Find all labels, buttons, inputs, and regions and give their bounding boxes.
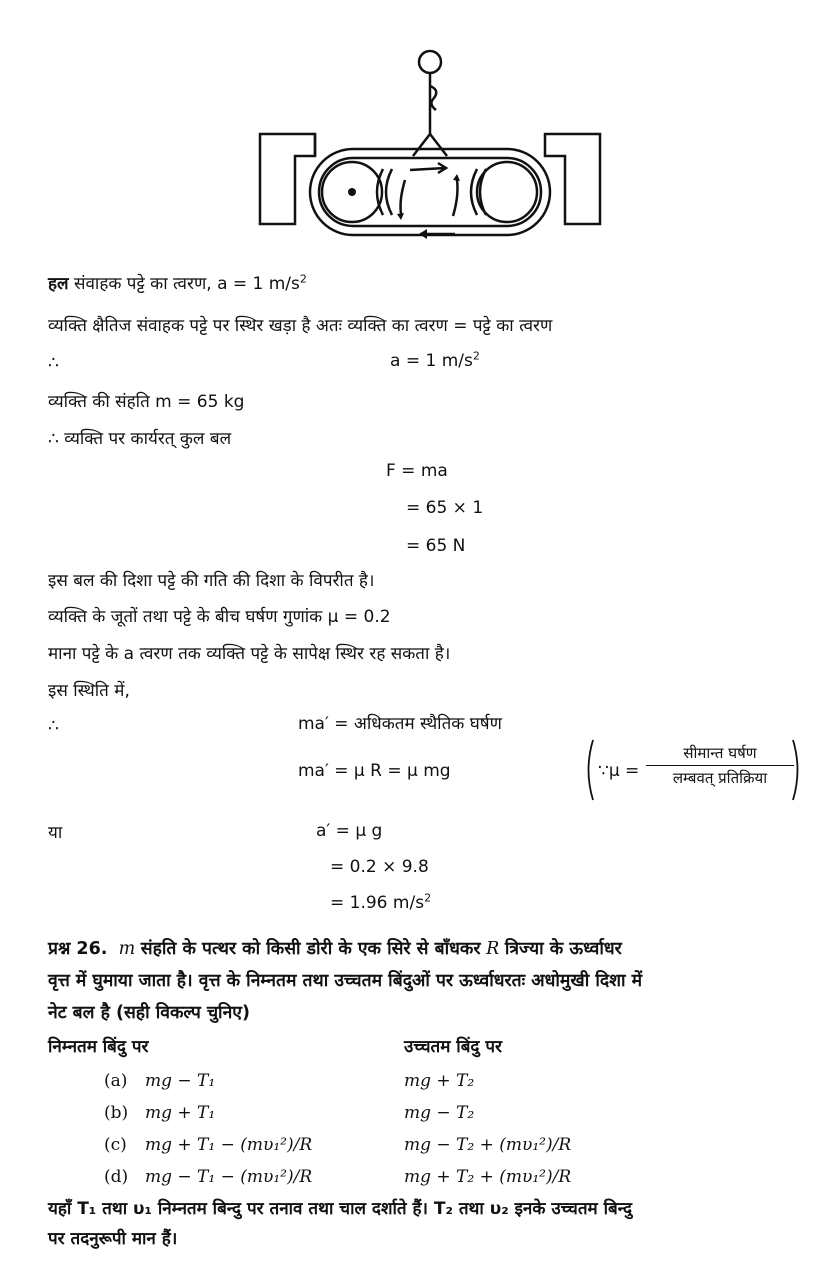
- option-a-low: mg − T₁: [145, 1071, 216, 1091]
- note-line-2: पर तदनुरूपी मान हैं।: [48, 1229, 178, 1249]
- question-line-2: वृत्त में घुमाया जाता है। वृत्त के निम्नतम तथा उच्चतम बिंदुओं पर ऊर्ध्वाधरतः अधोमुखी दिशा में: [48, 971, 643, 991]
- force-eq-3: = 65 N: [406, 536, 466, 556]
- mu-eq: ma′ = μ R = μ mg: [298, 761, 451, 781]
- acceleration-eq: a = 1 $m/s^2$: [217, 272, 307, 294]
- option-b-high: mg − T₂: [404, 1103, 475, 1123]
- solution-line-1: [48, 273, 307, 295]
- option-d-high: mg + T₂ + (mυ₁²)/R: [404, 1167, 572, 1187]
- acceleration-equation: a = 1 $m/s^2$: [390, 349, 480, 371]
- question-line-1: प्रश्न 26. m संहति के पत्थर को किसी डोरी के एक सिरे से बाँधकर R त्रिज्या के ऊर्ध्वाधर: [48, 939, 622, 959]
- condition-line: इस स्थिति में,: [48, 681, 130, 701]
- mass-line: व्यक्ति की संहति m = 65 kg: [48, 392, 245, 412]
- or-text: या: [48, 823, 63, 843]
- question-line-3: नेट बल है (सही विकल्प चुनिए): [48, 1003, 250, 1023]
- option-a-key: (a): [104, 1071, 128, 1091]
- option-a-high: mg + T₂: [404, 1071, 475, 1091]
- option-b-low: mg + T₁: [145, 1103, 216, 1123]
- column-lowest: निम्नतम बिंदु पर: [48, 1037, 149, 1057]
- fraction-numerator: सीमान्त घर्षण: [646, 743, 794, 766]
- a-prime-eq-2: = 0.2 × 9.8: [330, 857, 429, 877]
- conveyor-belt-figure: [255, 44, 605, 244]
- option-c-high: mg − T₂ + (mυ₁²)/R: [404, 1135, 572, 1155]
- therefore-symbol-2: ∴: [48, 716, 59, 736]
- a-prime-eq-3: = 1.96 $m/s^2$: [330, 891, 432, 913]
- acceleration-text: संवाहक पट्टे का त्वरण,: [73, 274, 212, 294]
- a-prime-eq-1: a′ = μ g: [316, 821, 383, 841]
- fraction-denominator: लम्बवत् प्रतिक्रिया: [672, 769, 768, 787]
- max-friction-eq: ma′ = अधिकतम स्थैतिक घर्षण: [298, 714, 502, 734]
- option-c-low: mg + T₁ − (mυ₁²)/R: [145, 1135, 313, 1155]
- column-highest: उच्चतम बिंदु पर: [404, 1037, 502, 1057]
- note-line-1: यहाँ T₁ तथा υ₁ निम्नतम बिन्दु पर तनाव तथा चाल दर्शाते हैं। T₂ तथा υ₂ इनके उच्चतम बिन्दु: [48, 1199, 633, 1219]
- option-b-key: (b): [104, 1103, 129, 1123]
- friction-line: व्यक्ति के जूतों तथा पट्टे के बीच घर्षण गुणांक μ = 0.2: [48, 607, 391, 627]
- option-c-key: (c): [104, 1135, 127, 1155]
- option-d-key: (d): [104, 1167, 129, 1187]
- option-d-low: mg − T₁ − (mυ₁²)/R: [145, 1167, 313, 1187]
- solution-line-2: व्यक्ति क्षैतिज संवाहक पट्टे पर स्थिर खड़ा है अतः व्यक्ति का त्वरण = पट्टे का त्वरण: [48, 316, 553, 336]
- friction-fraction: [646, 743, 794, 788]
- solution-label: हल: [48, 274, 69, 294]
- force-eq-2: = 65 × 1: [406, 498, 484, 518]
- because-symbol: ∵μ =: [598, 761, 640, 781]
- force-text: ∴ व्यक्ति पर कार्यरत् कुल बल: [48, 429, 232, 449]
- force-eq-1: F = ma: [386, 461, 448, 481]
- therefore-symbol: ∴: [48, 353, 59, 373]
- assume-line: माना पट्टे के a त्वरण तक व्यक्ति पट्टे के सापेक्ष स्थिर रह सकता है।: [48, 644, 451, 664]
- question-label: प्रश्न 26.: [48, 939, 108, 959]
- direction-line: इस बल की दिशा पट्टे की गति की दिशा के विपरीत है।: [48, 571, 375, 591]
